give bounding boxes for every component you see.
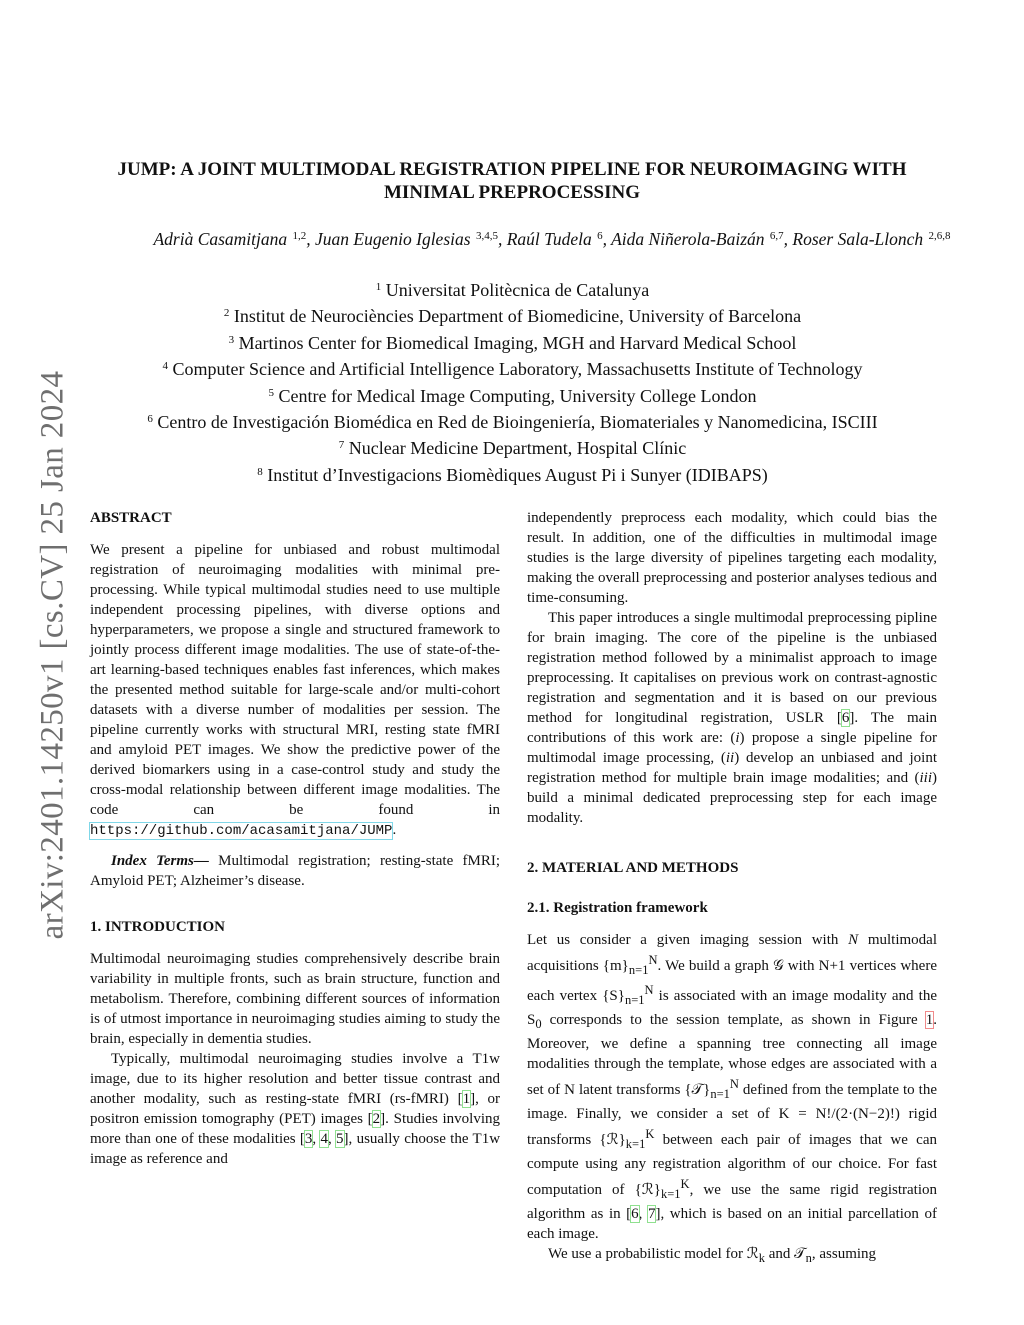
methods-text: . We build a graph 𝒢 with N+1 vertices where each vertex {S} bbox=[527, 958, 937, 1004]
affiliation-number: 5 bbox=[268, 386, 275, 399]
author-name: Aida Niñerola-Baizán bbox=[611, 229, 765, 249]
methods-text: Let us consider a given imaging session with bbox=[527, 932, 849, 948]
affiliation-text: Institut de Neurociències Department of Biomedicine, University of Barcelona bbox=[233, 306, 802, 327]
math-subscript: n=1 bbox=[710, 1087, 730, 1101]
affiliation-text: Centro de Investigación Biomédica en Red de Bioingeniería, Biomateriales y Nanomedicina, ISCIII bbox=[157, 412, 878, 433]
affiliation bbox=[80, 382, 944, 408]
methods-text: between each pair of images that we can compute using any registration algorithm of our choice. For fast computation of {ℛ} bbox=[527, 1132, 937, 1198]
affiliation-text: Centre for Medical Image Computing, University College London bbox=[278, 385, 757, 406]
left-column bbox=[90, 508, 500, 1169]
author-name: Raúl Tudela bbox=[506, 229, 592, 249]
abstract-end: . bbox=[392, 822, 397, 838]
math-superscript: N bbox=[648, 953, 658, 967]
intro-heading: 1. INTRODUCTION bbox=[90, 919, 226, 935]
roman-numeral: ii bbox=[725, 750, 735, 766]
author-sep: , bbox=[602, 229, 612, 249]
affiliation-number: 6 bbox=[147, 413, 153, 426]
math-superscript: K bbox=[680, 1177, 690, 1191]
author-sep: , bbox=[306, 229, 316, 249]
math-subscript: n=1 bbox=[628, 963, 649, 977]
affiliation bbox=[80, 329, 944, 355]
arxiv-identifier: arXiv:2401.14250v1 [cs.CV] 25 Jan 2024 bbox=[34, 370, 71, 940]
paper-title bbox=[80, 158, 944, 204]
citation-link[interactable]: 6 bbox=[841, 710, 850, 726]
affiliation-number: 7 bbox=[338, 439, 345, 452]
math-superscript: K bbox=[645, 1127, 655, 1141]
methods-text: , we use the same rigid registration algorithm as in [ bbox=[527, 1182, 937, 1222]
author-name: Juan Eugenio Iglesias bbox=[315, 229, 471, 249]
affiliation bbox=[80, 355, 944, 381]
author-affil-ref: 2,6,8 bbox=[928, 230, 951, 242]
methods-text: and 𝒯 bbox=[764, 1246, 806, 1262]
abstract-text bbox=[90, 540, 500, 841]
intro-text: This paper introduces a single multimodal preprocessing pipline for brain imaging. The core of the pipeline is the unbiased registration method followed by a minimalist approach to image preprocessing. It capitalises on previous work on contrast-agnostic registration and segmentation and it is based on our previous method for longitudinal registration, USLR [ bbox=[527, 610, 937, 726]
intro-paragraph-1: Multimodal neuroimaging studies comprehensively describe brain variability in multiple fronts, such as brain structure, function and metabolism. Therefore, combining different sources of information is of utmost importance in neuroimaging studies aiming to study the brain, especially in dementia studies. bbox=[90, 951, 500, 1047]
intro-text: ]. Studies involving more than one of these modalities [ bbox=[90, 1111, 501, 1147]
affiliation-number: 2 bbox=[223, 307, 230, 320]
affiliation bbox=[80, 461, 944, 487]
intro-text: ], or positron emission tomography (PET) images [ bbox=[90, 1091, 500, 1127]
author-sep: , bbox=[497, 229, 507, 249]
affiliation-text: Universitat Politècnica de Catalunya bbox=[385, 280, 650, 300]
index-terms-label: Index Terms— bbox=[111, 853, 209, 869]
math-subscript: k=1 bbox=[660, 1187, 681, 1201]
author-affil-ref: 3,4,5 bbox=[475, 230, 498, 242]
arxiv-sidebar bbox=[28, 360, 78, 950]
math-subscript: k=1 bbox=[625, 1137, 646, 1151]
math-subscript: 0 bbox=[535, 1017, 542, 1031]
methods-text: . Moreover, we define a spanning tree connecting all image modalities through the template, whose edges are associated with a set of N latent transforms {𝒯} bbox=[527, 1012, 937, 1098]
author-name: Roser Sala-Llonch bbox=[792, 229, 924, 249]
citation-link[interactable]: 5 bbox=[336, 1131, 344, 1147]
citation-link[interactable]: 7 bbox=[647, 1206, 656, 1222]
author-list bbox=[80, 229, 1024, 250]
subsection-heading: 2.1. Registration framework bbox=[527, 900, 708, 916]
affiliation-number: 4 bbox=[162, 360, 168, 373]
affiliation bbox=[80, 276, 944, 302]
affiliation-text: Nuclear Medicine Department, Hospital Clínic bbox=[348, 438, 687, 459]
author-affil-ref: 1,2 bbox=[292, 230, 307, 242]
affiliation-number: 1 bbox=[375, 281, 382, 293]
affiliation-list bbox=[80, 276, 944, 487]
index-terms bbox=[90, 851, 500, 891]
intro-paragraph-3: independently preprocess each modality, which could bias the result. In addition, one of the difficulties in multimodal image studies is the large diversity of pipelines targeting each modality, making the overall preprocessing and posterior analyses tedious and time-consuming. bbox=[527, 510, 937, 606]
affiliation bbox=[80, 302, 944, 328]
affiliation bbox=[80, 408, 944, 434]
math-subscript: k bbox=[758, 1251, 765, 1265]
methods-text: multimodal acquisitions {m} bbox=[527, 932, 937, 974]
intro-text: ) build a minimal dedicated preprocessing step for each image modality. bbox=[527, 770, 937, 826]
intro-text: ]. The main contributions of this work are: ( bbox=[527, 710, 937, 746]
author-affil-ref: 6,7 bbox=[769, 230, 784, 242]
affiliation-text: Computer Science and Artificial Intelligence Laboratory, Massachusetts Institute of Technology bbox=[172, 359, 863, 380]
citation-link[interactable]: 2 bbox=[372, 1111, 381, 1127]
intro-paragraph-2: Typically, multimodal neuroimaging studies involve a T1w image, due to its higher resolution and better tissue contrast and another modality, such as resting-state fMRI (rs-fMRI) [1], or positron emission tomography (PET) images [2]. Studies involving more than one of these modalities [3, 4, 5], usually choose the T1w image as reference and bbox=[90, 1051, 501, 1167]
math-symbol: N bbox=[848, 932, 859, 948]
methods-text: corresponds to the session template, as shown in Figure bbox=[541, 1012, 926, 1028]
math-superscript: N bbox=[729, 1077, 739, 1091]
affiliation-text: Institut d’Investigacions Biomèdiques August Pi i Sunyer (IDIBAPS) bbox=[267, 464, 768, 485]
citation-link[interactable]: 1 bbox=[462, 1091, 471, 1107]
affiliation-number: 3 bbox=[228, 333, 235, 346]
methods-text: We use a probabilistic model for ℛ bbox=[548, 1246, 759, 1262]
methods-text: is associated with an image modality and the S bbox=[527, 988, 937, 1028]
right-column bbox=[527, 508, 937, 1268]
citation-link[interactable]: 4 bbox=[320, 1131, 328, 1147]
author-affil-ref: 6 bbox=[597, 230, 603, 242]
intro-text: ) develop an unbiased and joint registration method for multiple brain image modalities; and ( bbox=[527, 750, 937, 786]
affiliation-number: 8 bbox=[257, 465, 263, 478]
abstract-body: We present a pipeline for unbiased and robust multimodal registration of neuroimaging modalities with minimal pre-processing. While typical multimodal studies need to use multiple independent processing pipelines, with diverse options and hyperparameters, we propose a single and structured framework to jointly process different image modalities. The use of state-of-the-art learning-based techniques enables fast inferences, which makes the presented method suitable for large-scale and/or multi-cohort datasets with a diverse number of modalities per session. The pipeline currently works with structural MRI, resting state fMRI and amyloid PET images. We show the predictive power of the derived biomarkers using in a case-control study and study the cross-modal relationship between different image modalities. The code can be found in bbox=[90, 542, 500, 818]
math-subscript: n bbox=[805, 1251, 812, 1265]
index-terms-text: Multimodal registration; resting-state fMRI; Amyloid PET; Alzheimer’s disease. bbox=[90, 853, 500, 889]
citation-link[interactable]: 3 bbox=[304, 1131, 313, 1147]
intro-text: Typically, multimodal neuroimaging studies involve a T1w image, due to its higher resolution and better tissue contrast and another modality, such as resting-state fMRI (rs-fMRI) [ bbox=[90, 1051, 500, 1107]
methods-heading: 2. MATERIAL AND METHODS bbox=[527, 860, 739, 876]
methods-text: , assuming bbox=[811, 1246, 877, 1262]
abstract-heading: ABSTRACT bbox=[90, 510, 172, 526]
intro-paragraph-4 bbox=[527, 608, 937, 828]
methods-paragraph-2 bbox=[527, 1244, 937, 1268]
citation-link[interactable]: 6 bbox=[631, 1206, 639, 1222]
intro-text: ], usually choose the T1w image as reference and bbox=[90, 1131, 501, 1167]
title-line-1: JUMP: A JOINT MULTIMODAL REGISTRATION PIPELINE FOR NEUROIMAGING WITH bbox=[117, 159, 907, 180]
math-subscript: n=1 bbox=[624, 993, 645, 1007]
math-superscript: N bbox=[644, 983, 654, 997]
affiliation bbox=[80, 434, 944, 460]
methods-text: ], which is based on an initial parcellation of each image. bbox=[527, 1206, 937, 1242]
affiliation-text: Martinos Center for Biomedical Imaging, MGH and Harvard Medical School bbox=[238, 332, 797, 353]
methods-paragraph-1: Let us consider a given imaging session with N multimodal acquisitions $\{m\}_{n=1}^N$. We build a graph 𝒢 with N+1 vertices where each vertex $\{S\}_{n=1}^N$ is associated with an image modality and the $S_0$ corresponds to the session template, as shown in Figure 1. Moreover, we define a spanning tree connecting all image modalities through the template, whose edges are associated with a set of N latent transforms $\{𝒯\}_{n=1}^N$ defined from the template to the image. Finally, we consider a set of K = N!/(2·(N−2)!) rigid transforms $\{ℛ\}_{k=1}^K$ between each pair of images that we can compute using any registration algorithm of our choice. For fast computation of $\{ℛ\}_{k=1}^K$, we use the same rigid registration algorithm as in [6, 7], which is based on an initial parcellation of each image. bbox=[527, 932, 937, 1242]
author-sep: , bbox=[783, 229, 793, 249]
methods-text: defined from the template to the image. Finally, we consider a set of K = N!/(2·(N−2)!) rigid transforms {ℛ} bbox=[527, 1082, 937, 1148]
author-name: Adrià Casamitjana bbox=[153, 229, 288, 249]
figure-link[interactable]: 1 bbox=[925, 1012, 934, 1028]
roman-numeral: iii bbox=[919, 770, 932, 786]
intro-text: ) propose a single pipeline for multimodal image processing, ( bbox=[527, 730, 938, 766]
code-link[interactable]: https://github.com/acasamitjana/JUMP bbox=[90, 823, 393, 839]
roman-numeral: i bbox=[735, 730, 740, 746]
title-line-2: MINIMAL PREPROCESSING bbox=[384, 182, 640, 203]
